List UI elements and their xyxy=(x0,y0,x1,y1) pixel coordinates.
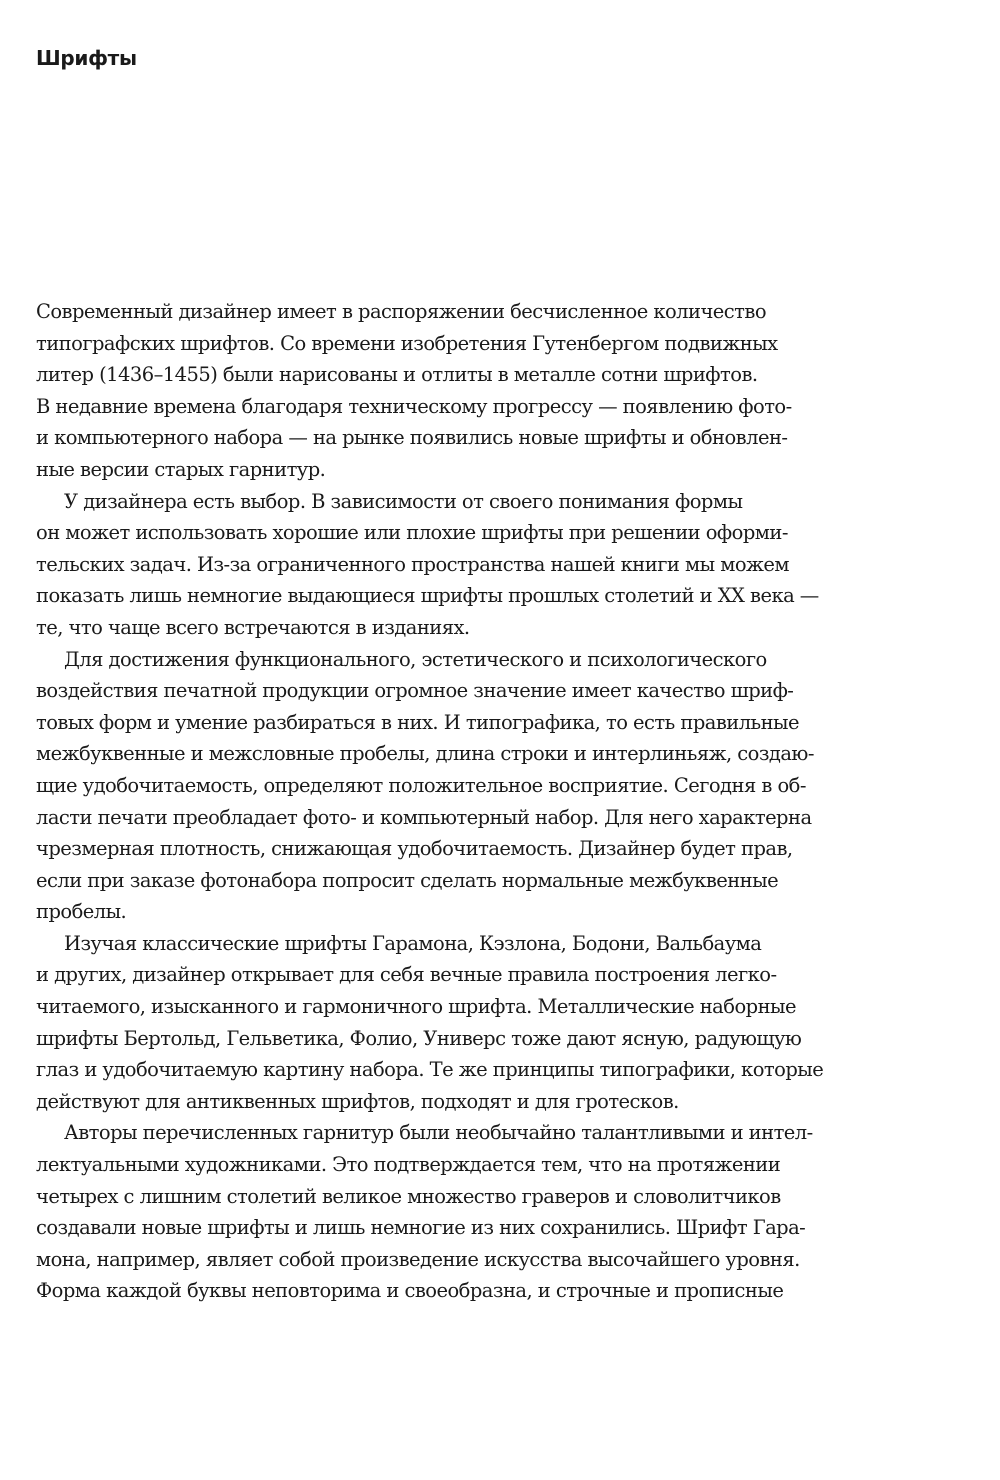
text-line: чрезмерная плотность, снижающая удобочитаемость. Дизайнер будет прав, xyxy=(36,837,793,861)
text-line: читаемого, изысканного и гармоничного шрифта. Металлические наборные xyxy=(36,995,796,1019)
text-line: четырех с лишним столетий великое множество граверов и словолитчиков xyxy=(36,1184,781,1208)
text-line: лектуальными художниками. Это подтверждается тем, что на протяжении xyxy=(36,1153,781,1177)
text-line: щие удобочитаемость, определяют положительное восприятие. Сегодня в об- xyxy=(36,773,806,797)
text-line: литер (1436–1455) были нарисованы и отлиты в металле сотни шрифтов. xyxy=(36,363,758,387)
text-line: действуют для антиквенных шрифтов, подходят и для гротесков. xyxy=(36,1089,679,1113)
text-line: шрифты Бертольд, Гельветика, Фолио, Универс тоже дают ясную, радующую xyxy=(36,1026,802,1050)
paragraph-2 xyxy=(36,486,866,644)
text-line: товых форм и умение разбираться в них. И типографика, то есть правильные xyxy=(36,710,800,734)
text-line: Форма каждой буквы неповторима и своеобразна, и строчные и прописные xyxy=(36,1279,784,1303)
text-line: воздействия печатной продукции огромное значение имеет качество шриф- xyxy=(36,679,794,703)
paragraph-1 xyxy=(36,296,866,486)
text-line: ные версии старых гарнитур. xyxy=(36,457,326,481)
text-line: показать лишь немногие выдающиеся шрифты прошлых столетий и XX века — xyxy=(36,584,819,608)
text-line: межбуквенные и межсловные пробелы, длина строки и интерлиньяж, создаю- xyxy=(36,742,814,766)
text-line: Изучая классические шрифты Гарамона, Кэзлона, Бодони, Вальбаума xyxy=(64,931,762,955)
text-line: мона, например, являет собой произведение искусства высочайшего уровня. xyxy=(36,1247,800,1271)
text-line: У дизайнера есть выбор. В зависимости от своего понимания формы xyxy=(64,489,743,513)
text-line: пробелы. xyxy=(36,900,127,924)
text-line: если при заказе фотонабора попросит сделать нормальные межбуквенные xyxy=(36,868,779,892)
text-line: и других, дизайнер открывает для себя вечные правила построения легко- xyxy=(36,963,777,987)
text-line: Современный дизайнер имеет в распоряжении бесчисленное количество xyxy=(36,300,767,323)
text-line: типографских шрифтов. Со времени изобретения Гутенбергом подвижных xyxy=(36,331,778,355)
text-line: тельских задач. Из-за ограниченного пространства нашей книги мы можем xyxy=(36,552,790,576)
text-line: В недавние времена благодаря техническому прогрессу — появлению фото- xyxy=(36,394,792,418)
text-line: глаз и удобочитаемую картину набора. Те же принципы типографики, которые xyxy=(36,1058,824,1082)
text-line: Авторы перечисленных гарнитур были необычайно талантливыми и интел- xyxy=(64,1121,813,1145)
body-text xyxy=(36,296,866,1307)
paragraph-5 xyxy=(36,1117,866,1307)
paragraph-4 xyxy=(36,928,866,1118)
text-line: создавали новые шрифты и лишь немногие из них сохранились. Шрифт Гара- xyxy=(36,1216,806,1240)
text-line: и компьютерного набора — на рынке появились новые шрифты и обновлен- xyxy=(36,426,788,450)
text-line: те, что чаще всего встречаются в изданиях. xyxy=(36,615,470,639)
text-line: он может использовать хорошие или плохие шрифты при решении оформи- xyxy=(36,521,788,545)
section-heading: Шрифты xyxy=(36,46,137,70)
paragraph-3 xyxy=(36,644,866,928)
text-line: Для достижения функционального, эстетического и психологического xyxy=(64,647,767,671)
text-line: ласти печати преобладает фото- и компьютерный набор. Для него характерна xyxy=(36,805,812,829)
